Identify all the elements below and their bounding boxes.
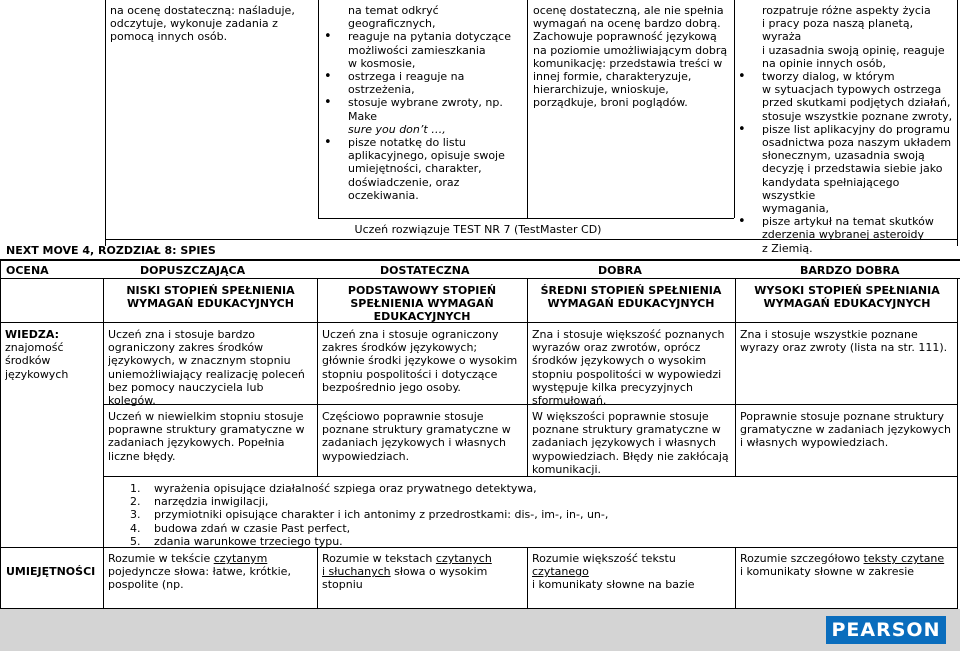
list-item: umiejętności, charakter, — [348, 162, 482, 176]
level-header-medium: ŚREDNI STOPIEŃ SPEŁNIENIA WYMAGAŃ EDUKACYJNYCH — [540, 284, 722, 311]
table-cell: Rozumie szczegółowo teksty czytane i komunikaty słowne w zakresie — [740, 552, 945, 579]
list-item: • reaguje na pytania dotyczące — [326, 30, 526, 43]
list-item: z Ziemią. — [762, 241, 813, 255]
top-col4-list — [740, 4, 954, 255]
list-item: stosuje wszystkie poznane zwroty, — [762, 109, 953, 123]
list-item: możliwości zamieszkania — [348, 43, 486, 57]
level-header-high: WYSOKI STOPIEŃ SPEŁNIANIA WYMAGAŃ EDUKACYJNYCH — [754, 284, 940, 311]
table-cell: Częściowo poprawnie stosuje poznane struktury gramatyczne w zadaniach językowych i własnych wypowiedziach. — [322, 410, 511, 463]
vocabulary-list — [108, 482, 953, 548]
table-cell: Uczeń zna i stosuje ograniczony zakres środków językowych; głównie środki językowe o wysokim stopniu pospolitości i dotyczące bezpośrednio jego osoby. — [322, 328, 518, 394]
test-note: Uczeń rozwiązuje TEST NR 7 (TestMaster CD) — [354, 223, 602, 236]
list-item: sure you don’t …, — [348, 122, 446, 136]
list-item: kandydata spełniającego wszystkie — [762, 175, 900, 202]
list-item: rozpatruje różne aspekty życia — [762, 4, 931, 17]
grade-dostateczna: DOSTATECZNA — [380, 264, 470, 277]
list-item: 4. budowa zdań w czasie Past perfect, — [130, 521, 351, 535]
table-cell: Uczeń zna i stosuje bardzo ograniczony zakres środków językowych, w znacznym stopniu uniemożliwiający realizację poleceń bez pomocy nauczyciela lub kolegów. — [108, 328, 305, 408]
level-header-low: NISKI STOPIEŃ SPEŁNIENIA WYMAGAŃ EDUKACYJNYCH — [126, 284, 295, 311]
grade-bardzo-dobra: BARDZO DOBRA — [800, 264, 900, 277]
section-title: NEXT MOVE 4, ROZDZIAŁ 8: SPIES — [6, 244, 216, 257]
list-item: i pracy poza naszą planetą, wyraża — [762, 17, 914, 44]
table-cell: Zna i stosuje wszystkie poznane wyrazy oraz zwroty (lista na str. 111). — [740, 328, 948, 355]
level-header-basic: PODSTAWOWY STOPIEŃ SPEŁNIENIA WYMAGAŃ EDUKACYJNYCH — [347, 284, 497, 324]
list-item: aplikacyjnego, opisuje swoje — [348, 149, 505, 163]
list-item: w kosmosie, — [348, 56, 416, 70]
list-item: decyzję i przedstawia siebie jako — [762, 162, 943, 176]
top-col1-text: na ocenę dostateczną: naśladuje, odczytuje, wykonuje zadania z pomocą innych osób. — [110, 4, 295, 44]
table-cell: Poprawnie stosuje poznane struktury gramatyczne w zadaniach językowych i własnych wypowiedziach. — [740, 410, 951, 450]
grade-dobra: DOBRA — [598, 264, 642, 277]
list-item: osadnictwa poza naszym układem — [762, 136, 952, 150]
umiejetnosci-label: UMIEJĘTNOŚCI — [6, 565, 96, 578]
list-item: wymagania, — [762, 202, 829, 216]
pearson-logo: PEARSON — [826, 616, 946, 644]
list-item: 5. zdania warunkowe trzeciego typu. — [130, 534, 343, 548]
list-item: 3. przymiotniki opisujące charakter i ich antonimy z przedrostkami: dis-, im-, in-, un-, — [130, 508, 609, 522]
table-cell: W większości poprawnie stosuje poznane struktury gramatyczne w zadaniach językowych i własnych wypowiedziach. Błędy nie zakłócają komunikacji. — [532, 410, 729, 476]
table-cell: Uczeń w niewielkim stopniu stosuje poprawne struktury gramatyczne w zadaniach językowych. Popełnia liczne błędy. — [108, 410, 305, 463]
table-cell: Rozumie w tekstach czytanych i słuchanych słowa o wysokim stopniu — [322, 552, 492, 592]
wiedza-label: WIEDZA: znajomość środków językowych — [5, 328, 69, 381]
grade-label-ocena: OCENA — [6, 264, 49, 277]
list-item: w sytuacjach typowych ostrzega — [762, 83, 942, 97]
list-item: na opinie innych osób, — [762, 56, 886, 70]
list-item: przed skutkami podjętych działań, — [762, 96, 951, 110]
list-item: • pisze artykuł na temat skutków — [740, 215, 954, 228]
list-item: i uzasadnia swoją opinię, reaguje — [762, 43, 945, 57]
list-item: • stosuje wybrane zwroty, np. Make — [326, 96, 526, 122]
list-item: doświadczenie, oraz oczekiwania. — [348, 175, 460, 202]
list-item: • pisze list aplikacyjny do programu — [740, 123, 954, 136]
grade-dopuszczajaca: DOPUSZCZAJĄCA — [140, 264, 246, 277]
list-item: na temat odkryć geograficznych, — [348, 4, 439, 31]
top-col2-list — [326, 4, 526, 202]
top-col3-text: ocenę dostateczną, ale nie spełnia wymagań na ocenę bardzo dobrą. Zachowuje poprawność językową na poziomie umożliwiającym dobrą komunikację: przedstawia treści w innej formie, charakteryzuje, hierarchizuje, wnioskuje, porządkuje, broni poglądów. — [533, 4, 728, 110]
page-footer — [0, 609, 960, 651]
list-item: zderzenia wybranej asteroidy — [762, 228, 925, 242]
list-item: 2. narzędzia inwigilacji, — [130, 495, 269, 509]
table-cell: Rozumie w tekście czytanym pojedyncze słowa: łatwe, krótkie, pospolite (np. — [108, 552, 291, 592]
list-item: • tworzy dialog, w którym — [740, 70, 954, 83]
list-item: słonecznym, uzasadnia swoją — [762, 149, 925, 163]
list-item: • ostrzega i reaguje na ostrzeżenia, — [326, 70, 526, 96]
list-item: 1. wyrażenia opisujące działalność szpiega oraz prywatnego detektywa, — [130, 482, 537, 495]
table-cell: Zna i stosuje większość poznanych wyrazów oraz zwrotów, oprócz środków językowych o wysokim stopniu pospolitości w wypowiedzi występuje kilka precyzyjnych sformułowań. — [532, 328, 725, 408]
list-item: • pisze notatkę do listu — [326, 136, 526, 149]
table-cell: Rozumie większość tekstu czytanego i komunikaty słowne na bazie — [532, 552, 695, 592]
